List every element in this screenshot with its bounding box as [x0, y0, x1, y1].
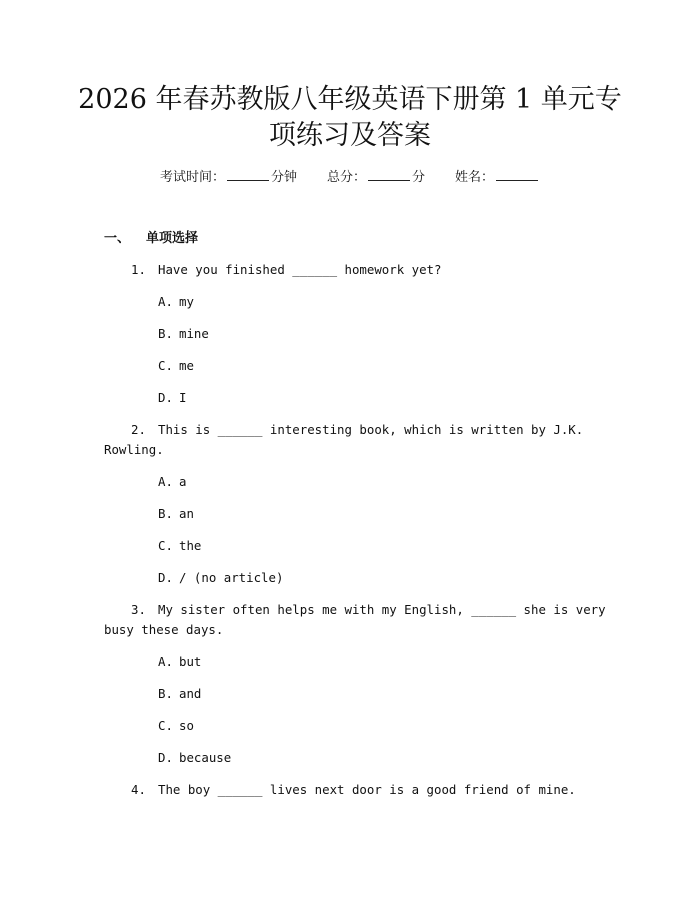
question-3: [131, 600, 606, 620]
q3-option-a: [158, 652, 201, 672]
student-name-blank: [496, 168, 538, 181]
q1-option-a: [158, 292, 194, 312]
total-score-label: 总分：: [326, 170, 366, 185]
total-score-blank: [368, 168, 410, 181]
student-name-label: 姓名：: [455, 170, 495, 185]
q3-option-d: [158, 748, 231, 768]
exam-time-blank: [227, 168, 269, 181]
question-2-continuation: Rowling.: [104, 442, 164, 457]
option-text: an: [179, 506, 194, 521]
option-text: so: [179, 718, 194, 733]
q3-option-c: [158, 716, 194, 736]
question-3-continuation: busy these days.: [104, 622, 224, 637]
option-letter: B.: [158, 686, 173, 701]
q2-option-b: [158, 504, 194, 524]
question-number: 3.: [131, 602, 146, 617]
option-letter: A.: [158, 294, 173, 309]
section-number: 一、: [104, 231, 131, 246]
q3-option-b: [158, 684, 201, 704]
section-title: 单项选择: [146, 231, 199, 246]
question-text: Have you finished ______ homework yet?: [158, 262, 442, 277]
option-text: the: [179, 538, 202, 553]
option-text: mine: [179, 326, 209, 341]
option-letter: A.: [158, 474, 173, 489]
exam-info-line: [0, 168, 700, 188]
option-text: a: [179, 474, 187, 489]
option-text: / (no article): [179, 570, 284, 585]
question-number: 4.: [131, 782, 146, 797]
option-letter: C.: [158, 718, 173, 733]
question-text: This is ______ interesting book, which is written by J.K.: [158, 422, 584, 437]
question-text: The boy ______ lives next door is a good friend of mine.: [158, 782, 576, 797]
question-1: [131, 260, 441, 280]
option-letter: B.: [158, 506, 173, 521]
q2-option-d: [158, 568, 283, 588]
question-text: My sister often helps me with my English, ______ she is very: [158, 602, 606, 617]
q1-option-d: [158, 388, 186, 408]
option-text: my: [179, 294, 194, 309]
question-2: [131, 420, 583, 440]
option-text: because: [179, 750, 232, 765]
total-score-unit: 分: [412, 170, 426, 185]
option-text: I: [179, 390, 187, 405]
question-number: 2.: [131, 422, 146, 437]
document-title-line-1: 2026 年春苏教版八年级英语下册第 1 单元专: [78, 84, 622, 115]
option-letter: B.: [158, 326, 173, 341]
option-letter: A.: [158, 654, 173, 669]
option-letter: D.: [158, 390, 173, 405]
option-letter: D.: [158, 570, 173, 585]
question-number: 1.: [131, 262, 146, 277]
option-text: and: [179, 686, 202, 701]
exam-time-label: 考试时间：: [159, 170, 225, 185]
option-text: me: [179, 358, 194, 373]
option-text: but: [179, 654, 202, 669]
document-title-line-2: 项练习及答案: [269, 120, 431, 151]
option-letter: D.: [158, 750, 173, 765]
q1-option-c: [158, 356, 194, 376]
q1-option-b: [158, 324, 209, 344]
option-letter: C.: [158, 358, 173, 373]
exam-time-unit: 分钟: [270, 170, 297, 185]
question-4: [131, 780, 576, 800]
q2-option-a: [158, 472, 186, 492]
option-letter: C.: [158, 538, 173, 553]
section-heading: [104, 229, 198, 249]
q2-option-c: [158, 536, 201, 556]
